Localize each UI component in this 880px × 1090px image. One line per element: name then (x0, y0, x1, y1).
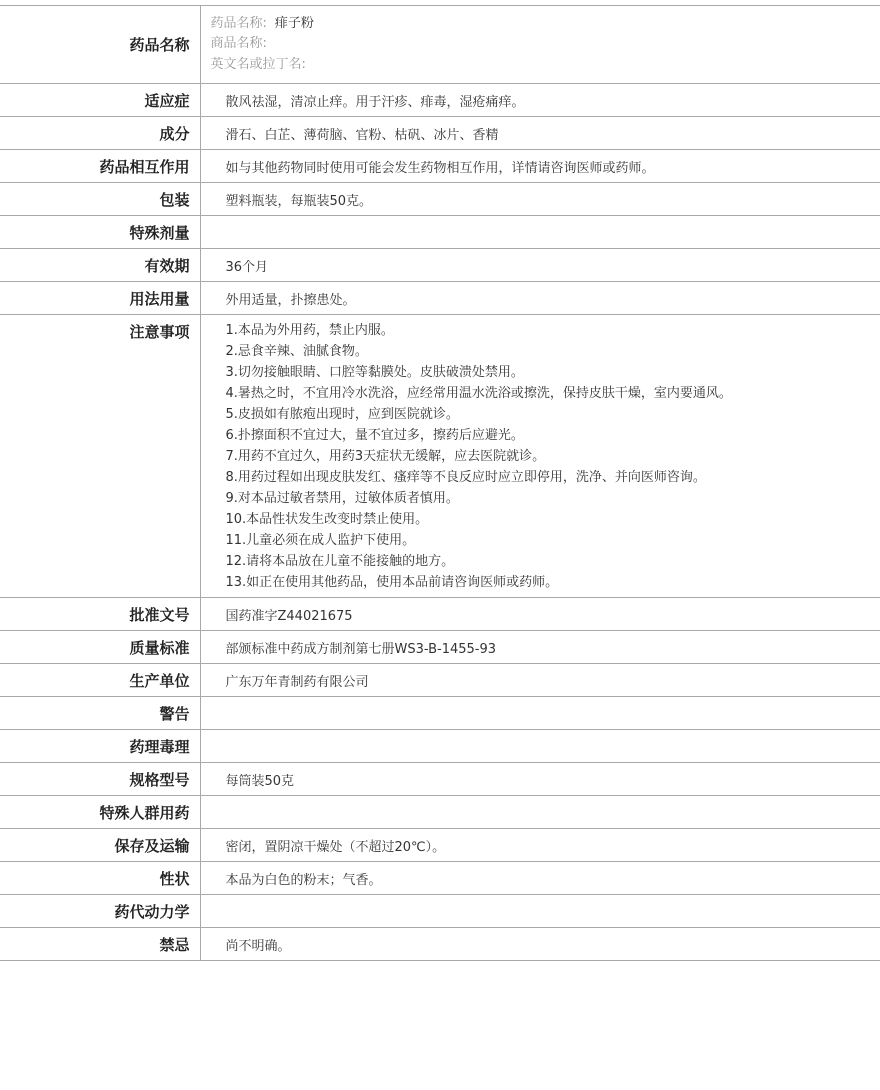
precaution-item: 6.扑擦面积不宜过大，量不宜过多，擦药后应避光。 (225, 428, 524, 443)
spec-value: 外用适量，扑擦患处。 (200, 282, 880, 315)
spec-label: 有效期 (0, 249, 200, 282)
spec-label: 适应症 (0, 84, 200, 117)
english-name-label: 英文名或拉丁名: (210, 56, 306, 72)
trade-name-line (211, 34, 880, 55)
spec-value: 每筒装50克 (200, 763, 880, 796)
spec-value (200, 216, 880, 249)
precaution-item: 9.对本品过敏者禁用，过敏体质者慎用。 (225, 491, 459, 506)
spec-label: 警告 (0, 697, 200, 730)
precaution-item: 2.忌食辛辣、油腻食物。 (225, 344, 368, 359)
spec-label: 性状 (0, 862, 200, 895)
drug-spec-table (0, 5, 880, 961)
generic-name-line (211, 14, 880, 35)
precautions-label: 注意事项 (0, 315, 200, 598)
spec-value: 散风祛湿，清凉止痒。用于汗疹、痱毒，湿疮痛痒。 (200, 84, 880, 117)
english-name-line (211, 55, 880, 76)
precaution-item: 3.切勿接触眼睛、口腔等黏膜处。皮肤破溃处禁用。 (225, 365, 524, 380)
precaution-item: 1.本品为外用药，禁止内服。 (225, 323, 394, 338)
drug-name-label: 药品名称 (0, 6, 200, 84)
spec-row (0, 249, 880, 282)
precaution-item: 13.如正在使用其他药品，使用本品前请咨询医师或药师。 (225, 575, 559, 590)
spec-label: 规格型号 (0, 763, 200, 796)
spec-value: 密闭，置阴凉干燥处（不超过20℃）。 (200, 829, 880, 862)
spec-row (0, 730, 880, 763)
spec-rows-lower (0, 598, 880, 961)
spec-row (0, 150, 880, 183)
precaution-item: 7.用药不宜过久，用药3天症状无缓解，应去医院就诊。 (225, 449, 546, 464)
precaution-item: 12.请将本品放在儿童不能接触的地方。 (225, 554, 455, 569)
spec-row (0, 598, 880, 631)
spec-row (0, 664, 880, 697)
trade-name-label: 商品名称: (210, 36, 267, 52)
spec-row (0, 282, 880, 315)
spec-row (0, 117, 880, 150)
generic-name-value: 痱子粉 (274, 15, 314, 31)
precaution-item: 4.暑热之时，不宜用冷水洗浴，应经常用温水洗浴或擦洗，保持皮肤干燥，室内要通风。 (225, 386, 732, 401)
spec-label: 特殊人群用药 (0, 796, 200, 829)
spec-rows-upper (0, 84, 880, 315)
spec-row (0, 631, 880, 664)
spec-label: 用法用量 (0, 282, 200, 315)
spec-row (0, 796, 880, 829)
spec-value: 如与其他药物同时使用可能会发生药物相互作用，详情请咨询医师或药师。 (200, 150, 880, 183)
spec-label: 生产单位 (0, 664, 200, 697)
spec-row (0, 216, 880, 249)
spec-label: 药品相互作用 (0, 150, 200, 183)
spec-row (0, 183, 880, 216)
spec-value: 本品为白色的粉末；气香。 (200, 862, 880, 895)
spec-row (0, 895, 880, 928)
spec-value (200, 796, 880, 829)
spec-value (200, 730, 880, 763)
spec-label: 药理毒理 (0, 730, 200, 763)
spec-label: 成分 (0, 117, 200, 150)
spec-value: 部颁标准中药成方制剂第七册WS3-B-1455-93 (200, 631, 880, 664)
spec-row (0, 763, 880, 796)
spec-label: 禁忌 (0, 928, 200, 961)
spec-label: 保存及运输 (0, 829, 200, 862)
spec-row (0, 928, 880, 961)
spec-value: 广东万年青制药有限公司 (200, 664, 880, 697)
precaution-item: 11.儿童必须在成人监护下使用。 (225, 533, 416, 548)
spec-row (0, 829, 880, 862)
spec-value: 滑石、白芷、薄荷脑、官粉、枯矾、冰片、香精 (200, 117, 880, 150)
spec-label: 包装 (0, 183, 200, 216)
spec-label: 批准文号 (0, 598, 200, 631)
spec-value: 塑料瓶装，每瓶装50克。 (200, 183, 880, 216)
spec-row (0, 697, 880, 730)
spec-label: 特殊剂量 (0, 216, 200, 249)
precautions-row (0, 315, 880, 598)
spec-value (200, 895, 880, 928)
spec-row (0, 84, 880, 117)
spec-value (200, 697, 880, 730)
spec-label: 质量标准 (0, 631, 200, 664)
precaution-item: 5.皮损如有脓疱出现时，应到医院就诊。 (225, 407, 459, 422)
spec-value: 国药准字Z44021675 (200, 598, 880, 631)
precautions-list (200, 315, 880, 598)
drug-name-values (200, 6, 880, 84)
spec-row (0, 862, 880, 895)
spec-value: 36个月 (200, 249, 880, 282)
spec-label: 药代动力学 (0, 895, 200, 928)
drug-name-row (0, 6, 880, 84)
spec-value: 尚不明确。 (200, 928, 880, 961)
generic-name-label: 药品名称: (210, 15, 267, 31)
precaution-item: 10.本品性状发生改变时禁止使用。 (225, 512, 429, 527)
precaution-item: 8.用药过程如出现皮肤发红、瘙痒等不良反应时应立即停用，洗净、并向医师咨询。 (225, 470, 706, 485)
